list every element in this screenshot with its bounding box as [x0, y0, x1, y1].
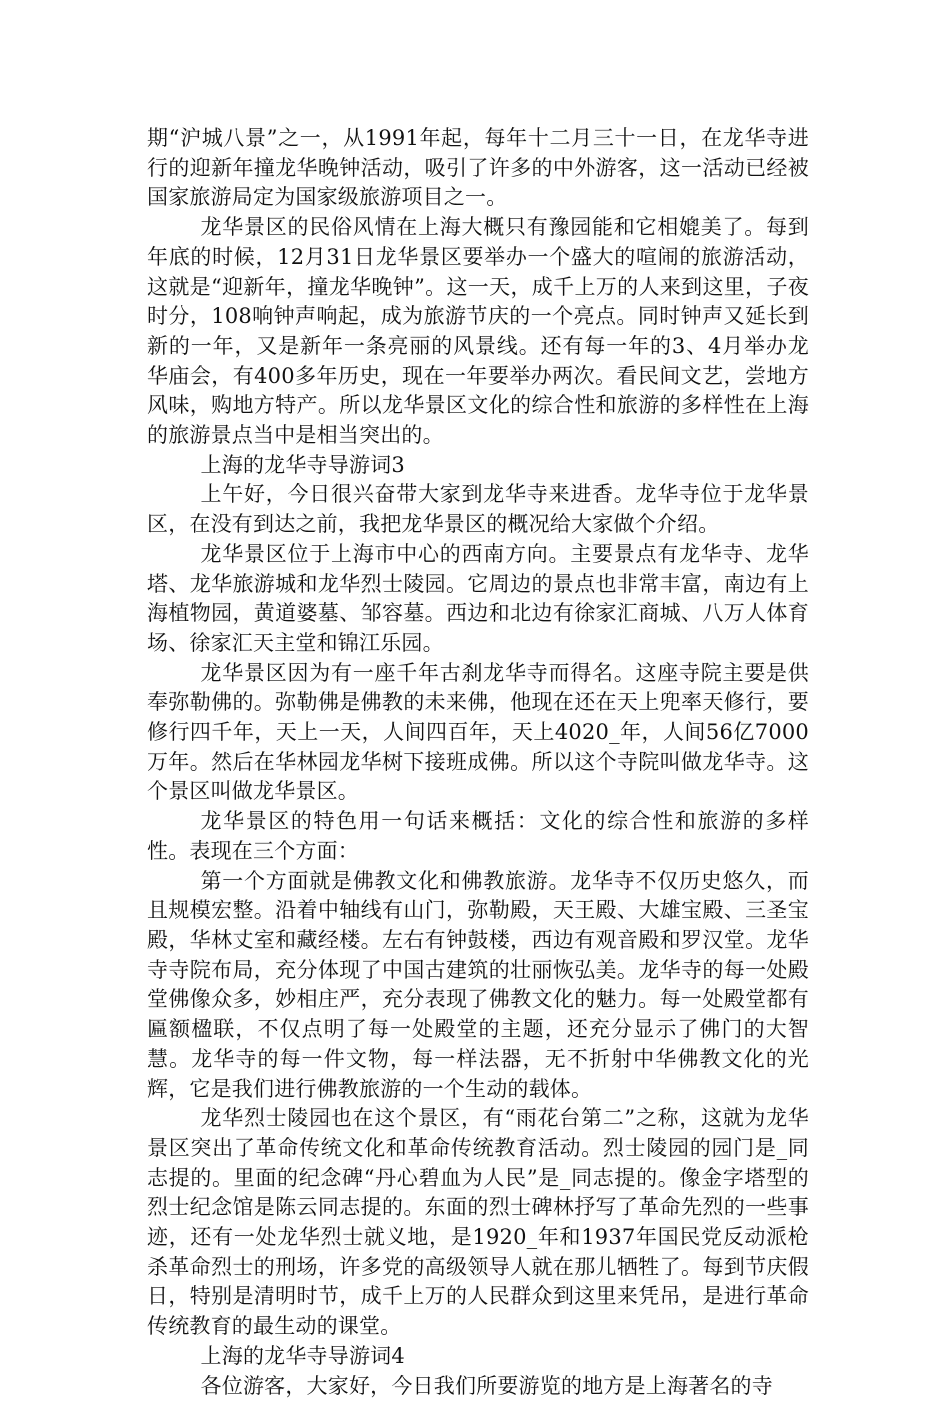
- paragraph-welcome: 各位游客，大家好，今日我们所要游览的地方是上海著名的寺: [200, 1373, 773, 1398]
- section-heading-4: 上海的龙华寺导游词4: [200, 1343, 405, 1368]
- paragraph-martyrs-cemetery: 龙华烈士陵园也在这个景区，有“雨花台第二”之称，这就为龙华景区突出了革命传统文化和革命传统教育活动。烈士陵园的园门是_同志提的。里面的纪念碑“丹心碧血为人民”是_同志提的。像金字塔型的烈士纪念馆是陈云同志提的。东面的烈士碑林抒写了革命先烈的一些事迹，还有一处龙华烈士就义地，是1920_年和1937年国民党反动派枪杀革命烈士的刑场，许多党的高级领导人就在那儿牺牲了。每到节庆假日，特别是清明时节，成千上万的人民群众到这里来凭吊，是进行革命传统教育的最生动的课堂。: [147, 1106, 809, 1339]
- paragraph-features: 龙华景区的特色用一句话来概括：文化的综合性和旅游的多样性。表现在三个方面：: [147, 809, 809, 863]
- document-page: [147, 124, 809, 1401]
- paragraph-location: 龙华景区位于上海市中心的西南方向。主要景点有龙华寺、龙华塔、龙华旅游城和龙华烈士陵园。它周边的景点也非常丰富，南边有上海植物园，黄道婆墓、邹容墓。西边和北边有徐家汇商城、八万人体育场、徐家汇天主堂和锦江乐园。: [147, 541, 809, 655]
- paragraph-greeting: 上午好，今日很兴奋带大家到龙华寺来进香。龙华寺位于龙华景区，在没有到达之前，我把龙华景区的概况给大家做个介绍。: [147, 482, 809, 537]
- paragraph-continued: 期“沪城八景”之一，从1991年起，每年十二月三十一日，在龙华寺进行的迎新年撞龙华晚钟活动，吸引了许多的中外游客，这一活动已经被国家旅游局定为国家级旅游项目之一。: [147, 126, 809, 210]
- section-heading-3: 上海的龙华寺导游词3: [200, 452, 405, 477]
- paragraph-buddhist-culture: 第一个方面就是佛教文化和佛教旅游。龙华寺不仅历史悠久，而且规模宏整。沿着中轴线有山门，弥勒殿，天王殿、大雄宝殿、三圣宝殿，华林丈室和藏经楼。左右有钟鼓楼，西边有观音殿和罗汉堂。龙华寺寺院布局，充分体现了中国古建筑的壮丽恢弘美。龙华寺的每一处殿堂佛像众多，妙相庄严，充分表现了佛教文化的魅力。每一处殿堂都有匾额楹联，不仅点明了每一处殿堂的主题，还充分显示了佛门的大智慧。龙华寺的每一件文物，每一样法器，无不折射中华佛教文化的光辉，它是我们进行佛教旅游的一个生动的载体。: [147, 868, 809, 1101]
- paragraph-folk-customs: 龙华景区的民俗风情在上海大概只有豫园能和它相媲美了。每到年底的时候，12月31日龙华景区要举办一个盛大的喧闹的旅游活动，这就是“迎新年，撞龙华晚钟”。这一天，成千上万的人来到这里，子夜时分，108响钟声响起，成为旅游节庆的一个亮点。同时钟声又延长到新的一年，又是新年一条亮丽的风景线。还有每一年的3、4月举办龙华庙会，有400多年历史，现在一年要举办两次。看民间文艺，尝地方风味，购地方特产。所以龙华景区文化的综合性和旅游的多样性在上海的旅游景点当中是相当突出的。: [147, 215, 809, 448]
- paragraph-name-origin: 龙华景区因为有一座千年古刹龙华寺而得名。这座寺院主要是供奉弥勒佛的。弥勒佛是佛教的未来佛，他现在还在天上兜率天修行，要修行四千年，天上一天，人间四百年，天上4020_年，人间56亿7000万年。然后在华林园龙华树下接班成佛。所以这个寺院叫做龙华寺。这个景区叫做龙华景区。: [147, 660, 809, 804]
